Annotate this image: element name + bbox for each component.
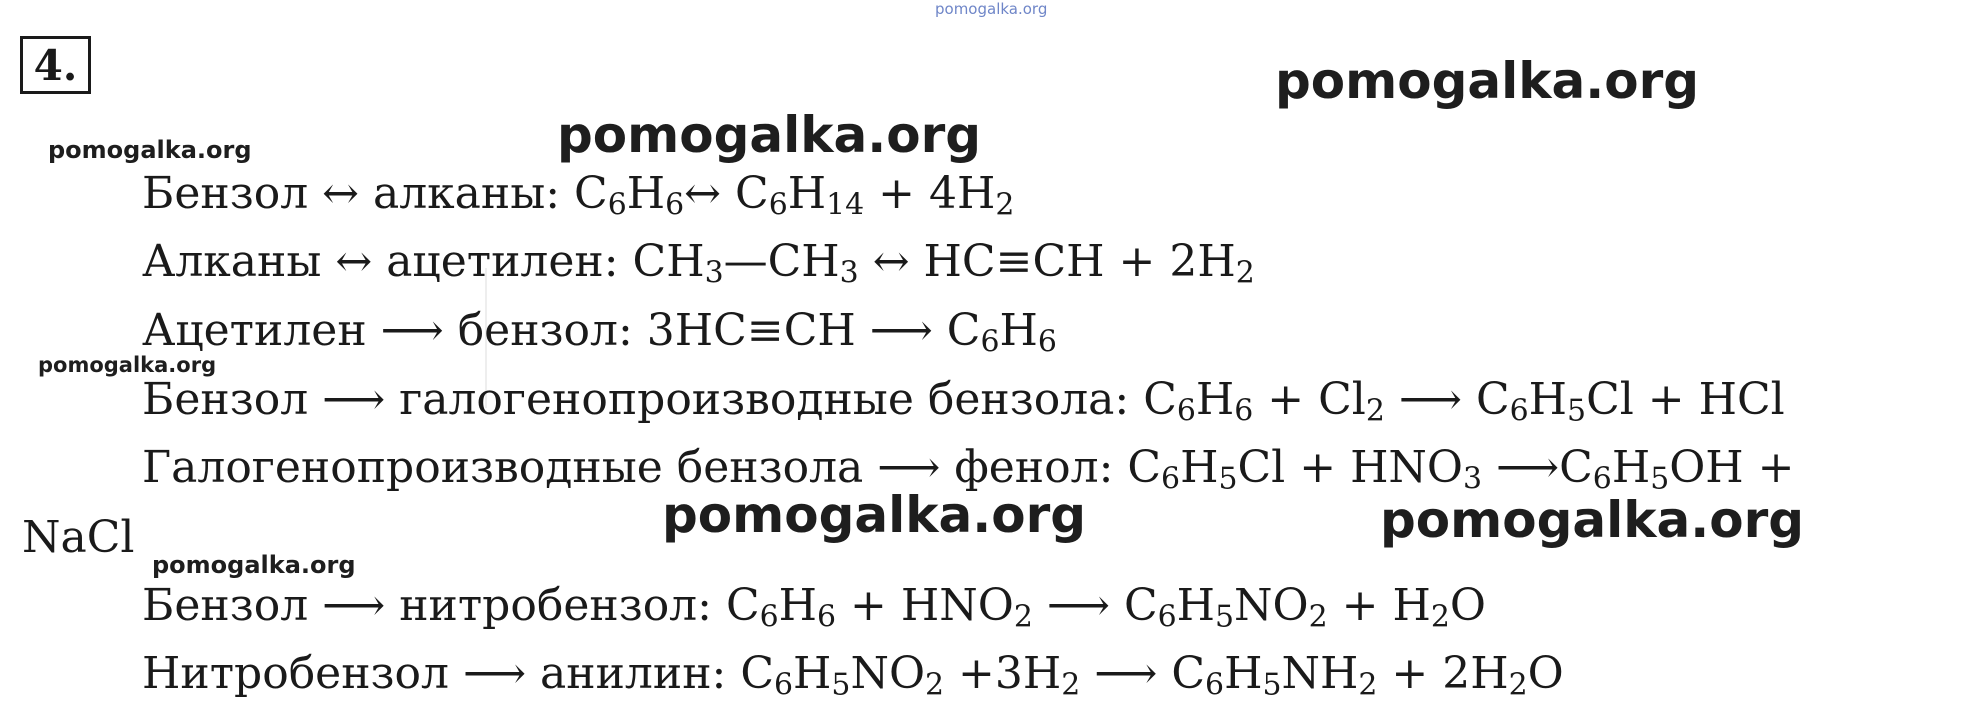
equation-line-4 (142, 374, 1785, 429)
equation-text: ⟶C (1482, 442, 1593, 493)
equation-text: H (1224, 648, 1263, 699)
subscript: 14 (826, 187, 865, 223)
subscript: 5 (1650, 461, 1670, 497)
watermark-big-4: pomogalka.org (1380, 491, 1805, 549)
subscript: 2 (1430, 599, 1450, 635)
equation-text: ↔ C (684, 168, 769, 219)
equation-text: + HNO (836, 580, 1014, 631)
equation-text: Галогенопроизводные бензола ⟶ фенол: C (142, 442, 1162, 493)
equation-text: ⟶ C (1384, 374, 1510, 425)
watermark-small-1: pomogalka.org (48, 136, 252, 164)
subscript: 2 (1508, 667, 1528, 703)
subscript: 5 (1262, 667, 1282, 703)
subscript: 5 (831, 667, 851, 703)
equation-text: H (778, 580, 818, 631)
watermark-small-2: pomogalka.org (38, 353, 217, 377)
subscript: 5 (1218, 461, 1238, 497)
equation-text: H (999, 305, 1038, 356)
equation-text: H (1528, 374, 1568, 425)
equation-text: Алканы ↔ ацетилен: CH (142, 236, 705, 287)
subscript: 6 (1205, 667, 1225, 703)
subscript: 3 (1463, 461, 1483, 497)
task-number: 4. (33, 40, 78, 90)
subscript: 5 (1215, 599, 1235, 635)
equation-text: ↔ HC≡CH + 2H (858, 236, 1236, 287)
equation-text: Нитробензол ⟶ анилин: C (142, 648, 775, 699)
equation-text: NO (1234, 580, 1309, 631)
equation-text: NH (1281, 648, 1359, 699)
equation-text: Бензол ⟶ нитробензол: C (142, 580, 760, 631)
equation-text: ⟶ C (1032, 580, 1158, 631)
equation-text: +3H (944, 648, 1062, 699)
equation-text: H (1176, 580, 1216, 631)
subscript: 6 (1176, 393, 1196, 429)
subscript: 6 (665, 187, 685, 223)
subscript: 2 (1013, 599, 1033, 635)
equation-text: H (1611, 442, 1651, 493)
equation-line-8 (142, 648, 1564, 703)
subscript: 2 (1358, 667, 1378, 703)
equation-text: Cl + HNO (1237, 442, 1464, 493)
subscript: 5 (1567, 393, 1587, 429)
subscript: 3 (704, 255, 724, 291)
equation-text: + 2H (1377, 648, 1509, 699)
task-number-box (20, 36, 91, 94)
equation-line-6 (22, 512, 135, 563)
subscript: 2 (925, 667, 945, 703)
equation-text: OH + (1669, 442, 1795, 493)
subscript: 6 (607, 187, 627, 223)
equation-line-2 (142, 236, 1255, 291)
equation-line-3 (142, 305, 1057, 360)
equation-text: Cl + HCl (1586, 374, 1785, 425)
equation-text: —CH (723, 236, 840, 287)
subscript: 2 (1235, 255, 1255, 291)
watermark-top: pomogalka.org (935, 0, 1048, 18)
subscript: 6 (759, 599, 779, 635)
equation-text: NaCl (22, 512, 135, 563)
equation-line-5 (142, 442, 1795, 497)
subscript: 3 (839, 255, 859, 291)
subscript: 2 (995, 187, 1015, 223)
equation-text: O (1449, 580, 1486, 631)
equation-text: + Cl (1253, 374, 1366, 425)
watermark-big-2: pomogalka.org (557, 106, 982, 164)
watermark-small-3: pomogalka.org (152, 551, 356, 579)
subscript: 6 (817, 599, 837, 635)
equation-text: Ацетилен ⟶ бензол: 3HC≡CH ⟶ C (142, 305, 981, 356)
equation-text: NO (850, 648, 926, 699)
subscript: 6 (1234, 393, 1254, 429)
equation-line-7 (142, 580, 1486, 635)
watermark-big-3: pomogalka.org (662, 486, 1087, 544)
subscript: 6 (1037, 324, 1057, 360)
equation-line-1 (142, 168, 1015, 223)
subscript: 2 (1365, 393, 1385, 429)
subscript: 6 (774, 667, 794, 703)
subscript: 6 (980, 324, 1000, 360)
subscript: 6 (1509, 393, 1529, 429)
subscript: 2 (1308, 599, 1328, 635)
equation-text: O (1527, 648, 1564, 699)
subscript: 6 (1157, 599, 1177, 635)
equation-text: H (626, 168, 666, 219)
equation-text: H (787, 168, 827, 219)
subscript: 6 (768, 187, 788, 223)
subscript: 2 (1061, 667, 1081, 703)
equation-text: ⟶ C (1080, 648, 1206, 699)
equation-text: H (1195, 374, 1235, 425)
watermark-big-1: pomogalka.org (1275, 52, 1700, 110)
equation-text: Бензол ↔ алканы: C (142, 168, 608, 219)
equation-text: H (1180, 442, 1219, 493)
equation-text: H (793, 648, 832, 699)
equation-text: Бензол ⟶ галогенопроизводные бензола: C (142, 374, 1177, 425)
subscript: 6 (1592, 461, 1612, 497)
subscript: 6 (1161, 461, 1181, 497)
equation-text: + H (1327, 580, 1431, 631)
equation-text: + 4H (864, 168, 996, 219)
